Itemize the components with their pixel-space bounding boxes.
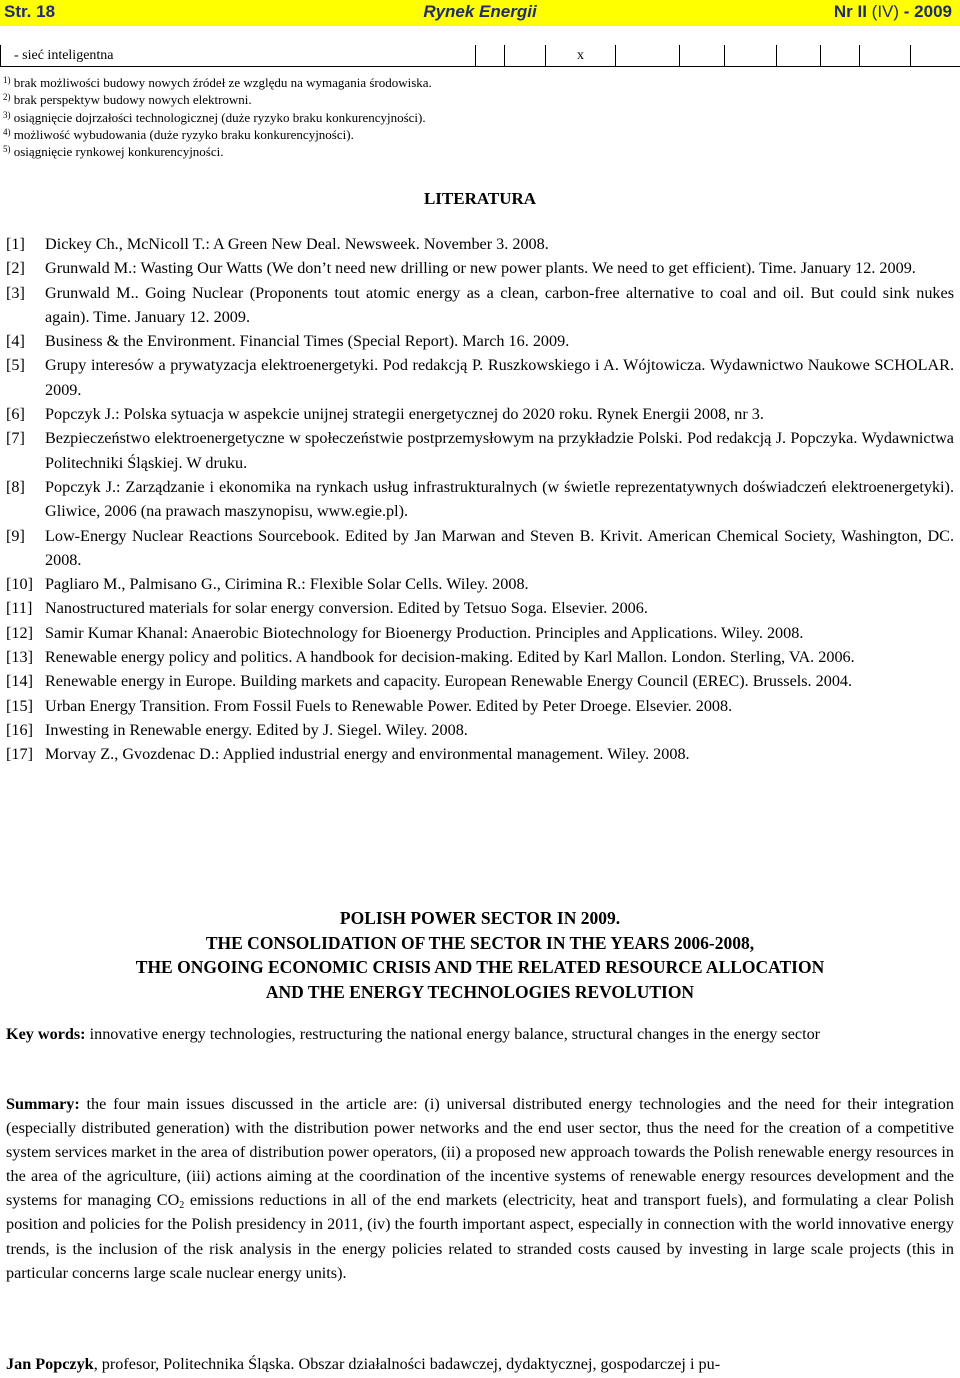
page-header	[0, 0, 960, 26]
reference-text: Urban Energy Transition. From Fossil Fuels to Renewable Power. Edited by Peter Droege. Elsevier. 2008.	[45, 696, 733, 715]
english-title-line: THE CONSOLIDATION OF THE SECTOR IN THE YEARS 2006-2008,	[205, 932, 755, 953]
footnote	[3, 126, 943, 143]
reference-number: [2]	[6, 259, 25, 278]
table-gridline	[679, 45, 680, 67]
reference-item	[6, 475, 954, 524]
reference-item	[6, 645, 954, 669]
reference-text: Morvay Z., Gvozdenac D.: Applied industrial energy and environmental management. Wiley. 2008.	[45, 745, 690, 764]
reference-item	[6, 256, 954, 280]
table-gridline	[0, 45, 1, 67]
footnote-number: 4)	[3, 126, 11, 137]
reference-item	[6, 426, 954, 475]
table-gridline	[475, 45, 476, 67]
footnote-number: 5)	[3, 144, 11, 155]
issue-mid: (IV)	[871, 2, 900, 21]
reference-number: [10]	[6, 575, 33, 594]
reference-item	[6, 621, 954, 645]
summary-paragraph	[6, 1092, 954, 1285]
reference-text: Renewable energy policy and politics. A handbook for decision-making. Edited by Karl Mallon. London. Sterling, VA. 2006.	[45, 648, 855, 667]
table-row	[0, 45, 960, 67]
footnote-text: osiągnięcie rynkowej konkurencyjności.	[13, 144, 224, 160]
reference-text: Bezpieczeństwo elektroenergetyczne w społeczeństwie postprzemysłowym na przykładzie Polski. Pod redakcją J. Popczyka. Wydawnictwa Politechniki Śląskiej. W druku.	[45, 429, 954, 472]
reference-number: [17]	[6, 745, 33, 764]
author-note	[6, 1353, 954, 1375]
reference-number: [14]	[6, 672, 33, 691]
issue-prefix: Nr II	[833, 2, 872, 21]
footnote-number: 3)	[3, 109, 11, 120]
table-row-mark: x	[577, 48, 584, 63]
reference-item	[6, 572, 954, 596]
reference-text: Popczyk J.: Polska sytuacja w aspekcie unijnej strategii energetycznej do 2020 roku. Rynek Energii 2008, nr 3.	[45, 405, 764, 424]
reference-text: Dickey Ch., McNicoll T.: A Green New Deal. Newsweek. November 3. 2008.	[45, 235, 549, 253]
reference-item	[6, 669, 954, 693]
footnotes	[3, 74, 943, 160]
english-title-line: POLISH POWER SECTOR IN 2009.	[339, 908, 621, 928]
reference-item	[6, 524, 954, 573]
footnote	[3, 91, 943, 108]
reference-text: Low-Energy Nuclear Reactions Sourcebook. Edited by Jan Marwan and Steven B. Krivit. American Chemical Society, Washington, DC. 2008.	[45, 526, 954, 569]
reference-number: [4]	[6, 332, 25, 351]
reference-text: Samir Kumar Khanal: Anaerobic Biotechnology for Bioenergy Production. Principles and Applications. Wiley. 2008.	[45, 623, 804, 642]
reference-number: [13]	[6, 648, 33, 667]
reference-item	[6, 402, 954, 426]
table-gridline	[504, 45, 505, 67]
reference-number: [7]	[6, 429, 25, 448]
page-number: Str. 18	[4, 2, 56, 21]
reference-number: [5]	[6, 356, 25, 375]
footnote-text: możliwość wybudowania (duże ryzyko braku konkurencyjności).	[13, 126, 354, 142]
english-title	[0, 906, 960, 1004]
reference-item	[6, 718, 954, 742]
table-gridline	[545, 45, 546, 67]
summary-text-continued: emissions reductions in all of the end markets (electricity, heat and transport fuels), and formulating a clear Polish position and policies for the Polish presidency in 2011, (iv) the fourth important aspect, especially in connection with the world innovative energy trends, is the inclusion of the risk analysis in the energy policies related to stranded costs caused by investing in large scale projects (this in particular concerns large scale nuclear energy units).	[6, 1191, 954, 1282]
summary-label: Summary:	[6, 1095, 80, 1113]
reference-number: [12]	[6, 623, 33, 642]
reference-text: Grunwald M.. Going Nuclear (Proponents tout atomic energy as a clean, carbon-free alternative to coal and oil. But could sink nukes again). Time. January 12. 2009.	[45, 283, 954, 326]
reference-number: [1]	[6, 235, 25, 253]
footnote	[3, 143, 943, 160]
table-gridline	[820, 45, 821, 67]
reference-item	[6, 596, 954, 620]
footnote-text: osiągnięcie dojrzałości technologicznej (duże ryzyko braku konkurencyjności).	[13, 109, 426, 125]
reference-number: [8]	[6, 477, 25, 496]
reference-text: Grupy interesów a prywatyzacja elektroenergetyki. Pod redakcją P. Ruszkowskiego i A. Wójtowicza. Wydawnictwo Naukowe SCHOLAR. 2009.	[45, 356, 954, 399]
reference-item	[6, 742, 954, 766]
english-title-line: AND THE ENERGY TECHNOLOGIES REVOLUTION	[265, 981, 695, 1002]
keywords-paragraph	[6, 1022, 954, 1046]
reference-text: Grunwald M.: Wasting Our Watts (We don’t need new drilling or new power plants. We need to get efficient). Time. January 12. 2009.	[45, 259, 916, 278]
journal-name: Rynek Energii	[423, 2, 537, 21]
english-title-line: THE ONGOING ECONOMIC CRISIS AND THE RELATED RESOURCE ALLOCATION	[135, 957, 825, 977]
reference-number: [3]	[6, 283, 25, 302]
reference-number: [15]	[6, 696, 33, 715]
reference-number: [16]	[6, 720, 33, 739]
reference-item	[6, 353, 954, 402]
reference-item	[6, 694, 954, 718]
footnote-text: brak perspektyw budowy nowych elektrowni.	[13, 92, 252, 108]
reference-text: Business & the Environment. Financial Times (Special Report). March 16. 2009.	[45, 332, 570, 351]
table-gridline	[910, 45, 911, 67]
footnote	[3, 74, 943, 91]
reference-number: [9]	[6, 526, 25, 545]
reference-text: Pagliaro M., Palmisano G., Cirimina R.: Flexible Solar Cells. Wiley. 2008.	[45, 575, 529, 594]
reference-item	[6, 281, 954, 330]
reference-text: Popczyk J.: Zarządzanie i ekonomika na rynkach usług infrastrukturalnych (w świetle reprezentatywnych doświadczeń elektroenergetyki). Gliwice, 2006 (na prawach maszynopisu, www.egie.pl).	[45, 477, 954, 521]
table-gridline	[615, 45, 616, 67]
summary-subscript: 2	[179, 1200, 185, 1212]
footnote-text: brak możliwości budowy nowych źródeł ze względu na wymagania środowiska.	[13, 75, 432, 90]
reference-text: Inwesting in Renewable energy. Edited by J. Siegel. Wiley. 2008.	[45, 720, 468, 739]
reference-item	[6, 232, 954, 256]
table-gridline	[859, 45, 860, 67]
reference-number: [11]	[6, 599, 33, 618]
keywords-label: Key words:	[6, 1025, 86, 1043]
keywords-text: innovative energy technologies, restructuring the national energy balance, structural changes in the energy sector	[85, 1025, 821, 1043]
footnote	[3, 109, 943, 126]
summary-text: the four main issues discussed in the article are: (i) universal distributed energy technologies and the need for their integration (especially distributed generation) with the distribution power networks and the end user sector, thus the need for the creation of a competitive system services market in the area of distribution power operators, (ii) a proposed new approach towards the Polish renewable energy resources in the area of the agriculture, (iii) actions aiming at the coordination of the incentive systems of renewable energy resources development and the systems for managing CO	[6, 1095, 954, 1210]
reference-item	[6, 329, 954, 353]
issue-number	[834, 2, 952, 22]
reference-text: Nanostructured materials for solar energy conversion. Edited by Tetsuo Soga. Elsevier. 2006.	[45, 599, 648, 618]
author-text: , profesor, Politechnika Śląska. Obszar działalności badawczej, dydaktycznej, gospodarczej i pu-	[93, 1355, 721, 1373]
footnote-number: 1)	[3, 75, 11, 85]
footnote-number: 2)	[3, 92, 11, 103]
literature-heading: LITERATURA	[423, 189, 537, 208]
reference-text: Renewable energy in Europe. Building markets and capacity. European Renewable Energy Council (EREC). Brussels. 2004.	[45, 672, 853, 691]
issue-suffix: - 2009	[899, 2, 952, 21]
reference-list	[6, 232, 954, 767]
reference-number: [6]	[6, 405, 25, 424]
table-row-label: - sieć inteligentna	[14, 48, 114, 63]
table-gridline	[776, 45, 777, 67]
table-gridline	[724, 45, 725, 67]
author-name: Jan Popczyk	[6, 1355, 94, 1373]
